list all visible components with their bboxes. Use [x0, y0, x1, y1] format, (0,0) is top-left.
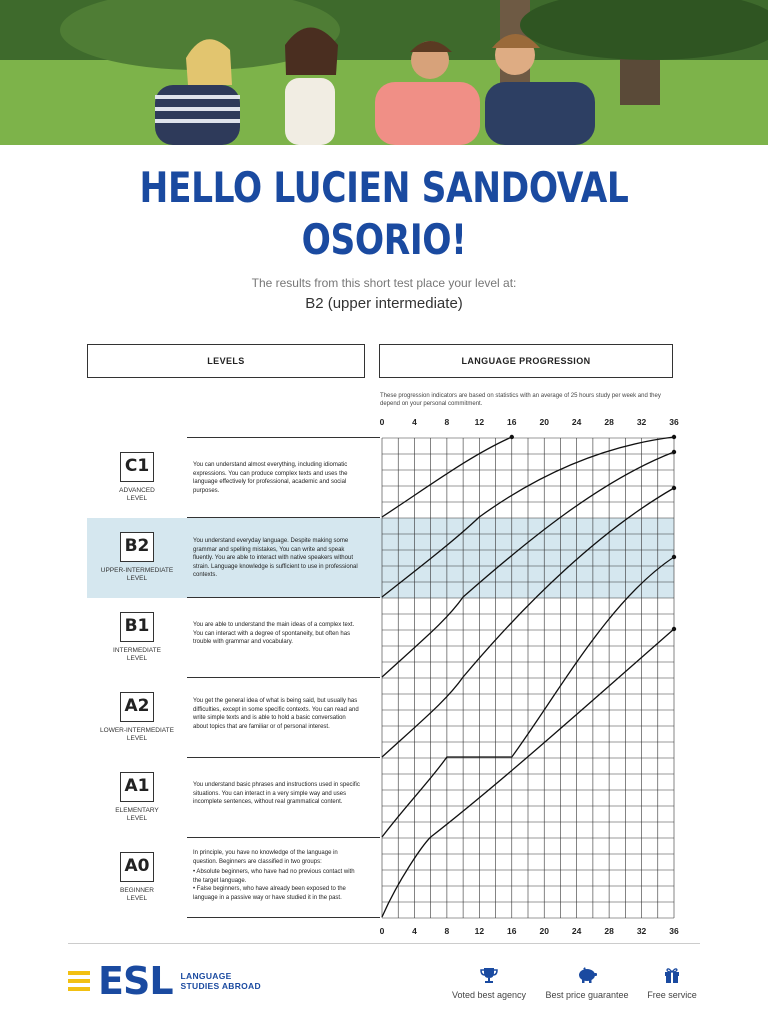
result-level: B2 (upper intermediate) — [305, 295, 463, 312]
level-badge: C1 — [120, 452, 154, 482]
axis-tick-label: 28 — [604, 926, 614, 936]
row-divider — [187, 597, 380, 598]
logo-text: ESL — [98, 959, 173, 1003]
curve-endpoint — [672, 627, 676, 631]
result-subtitle: The results from this short test place your level at: — [251, 276, 517, 290]
level-description: You are able to understand the main ideas of a complex text. You can interact with a degree of spontaneity, but often has trouble with grammar and vocabulary. — [193, 622, 355, 645]
curve-endpoint — [672, 435, 676, 439]
row-divider — [187, 517, 380, 518]
progression-note: These progression indicators are based on statistics with an average of 25 hours study per week and they depend on your personal commitment. — [380, 393, 661, 407]
level-badge: A1 — [120, 772, 154, 802]
progression-chart — [372, 410, 684, 940]
level-description-intro: In principle, you have no knowledge of the language in question. Beginners are classified in two groups: — [193, 850, 338, 865]
curve-endpoint — [510, 435, 514, 439]
axis-tick-label: 16 — [507, 926, 517, 936]
level-name-suffix: LEVEL — [126, 735, 148, 742]
logo-tagline-line2: STUDIES ABROAD — [180, 981, 261, 991]
level-a1 — [87, 772, 187, 823]
levels-header: LEVELS — [87, 344, 365, 378]
page-title: HELLO LUCIEN SANDOVAL OSORIO! — [139, 163, 629, 264]
level-a2 — [87, 692, 187, 743]
axis-tick-label: 28 — [604, 417, 614, 427]
trophy-icon — [480, 966, 498, 984]
level-name-suffix: LEVEL — [126, 815, 148, 822]
axis-tick-label: 20 — [539, 417, 549, 427]
level-name: ADVANCED — [119, 487, 155, 494]
level-badge: B2 — [120, 532, 154, 562]
logo-tagline-line1: LANGUAGE — [180, 971, 232, 981]
footer-divider — [68, 943, 700, 944]
axis-tick-label: 32 — [636, 417, 647, 427]
axis-tick-label: 12 — [474, 417, 485, 427]
level-name: INTERMEDIATE — [113, 647, 161, 654]
level-name-suffix: LEVEL — [126, 575, 148, 582]
axis-tick-label: 36 — [669, 926, 679, 936]
axis-tick-label: 0 — [379, 417, 385, 427]
level-badge: A2 — [120, 692, 154, 722]
level-name-suffix: LEVEL — [126, 495, 148, 502]
level-description-bullet: • False beginners, who have already been exposed to the language in a passive way or have studied it in the past. — [193, 886, 346, 901]
level-description: You get the general idea of what is being said, but usually has difficulties, except in some specific contexts. You can read and write simple texts and is able to hold a basic conversation about topics that are familiar or of personal interest. — [193, 698, 359, 730]
progression-header: LANGUAGE PROGRESSION — [379, 344, 673, 378]
level-name-suffix: LEVEL — [126, 655, 148, 662]
axis-tick-label: 4 — [412, 417, 417, 427]
axis-tick-label: 20 — [539, 926, 549, 936]
axis-tick-label: 8 — [444, 417, 450, 427]
logo-mark-icon — [68, 971, 90, 991]
level-name: UPPER-INTERMEDIATE — [100, 567, 174, 574]
level-b2 — [87, 532, 187, 583]
level-a0 — [87, 852, 187, 903]
logo-tagline — [181, 971, 261, 991]
row-divider — [187, 437, 380, 438]
level-name: LOWER-INTERMEDIATE — [100, 727, 174, 734]
row-divider — [187, 837, 380, 838]
piggy-bank-icon — [576, 966, 598, 984]
row-divider — [187, 757, 380, 758]
gift-icon — [663, 966, 681, 984]
feature-free-service — [638, 966, 706, 1000]
axis-tick-label: 12 — [474, 926, 485, 936]
level-name-suffix: LEVEL — [126, 895, 148, 902]
esl-logo — [68, 959, 261, 1003]
feature-best-agency — [444, 966, 534, 1000]
curve-endpoint — [672, 486, 676, 490]
axis-tick-label: 36 — [669, 417, 679, 427]
hero-photo — [0, 0, 768, 145]
row-divider — [187, 917, 380, 918]
level-name: ELEMENTARY — [115, 807, 159, 814]
level-description: You understand basic phrases and instructions used in specific situations. You can interact in a very simple way and uses incomplete sentences, without real grammatical content. — [193, 782, 360, 805]
level-name: BEGINNER — [120, 887, 154, 894]
curve-endpoint — [672, 555, 676, 559]
level-description — [193, 849, 361, 902]
level-description-bullet: • Absolute beginners, who have had no previous contact with the target language. — [193, 869, 355, 884]
feature-label: Voted best agency — [451, 990, 527, 1000]
level-description: You can understand almost everything, including idiomatic expressions. You can produce complex texts and uses the language effectively for professional, academic and social purposes. — [193, 462, 348, 494]
level-description: You understand everyday language. Despite making some grammar and spelling mistakes, You can write and speak fluently. You are able to interact with native speakers without strain. Language knowledge is sufficient to use in professional contexts. — [193, 538, 358, 578]
feature-best-price — [538, 966, 636, 1000]
axis-tick-label: 32 — [636, 926, 647, 936]
level-badge: B1 — [120, 612, 154, 642]
axis-tick-label: 24 — [571, 417, 582, 427]
level-b1 — [87, 612, 187, 663]
level-c1 — [87, 452, 187, 503]
axis-tick-label: 24 — [571, 926, 582, 936]
feature-label: Best price guarantee — [545, 990, 629, 1000]
row-divider — [187, 677, 380, 678]
curve-endpoint — [672, 450, 676, 454]
level-badge: A0 — [120, 852, 154, 882]
axis-tick-label: 0 — [379, 926, 385, 936]
feature-label: Free service — [647, 990, 697, 1000]
axis-tick-label: 8 — [444, 926, 450, 936]
axis-tick-label: 16 — [507, 417, 517, 427]
axis-tick-label: 4 — [412, 926, 417, 936]
